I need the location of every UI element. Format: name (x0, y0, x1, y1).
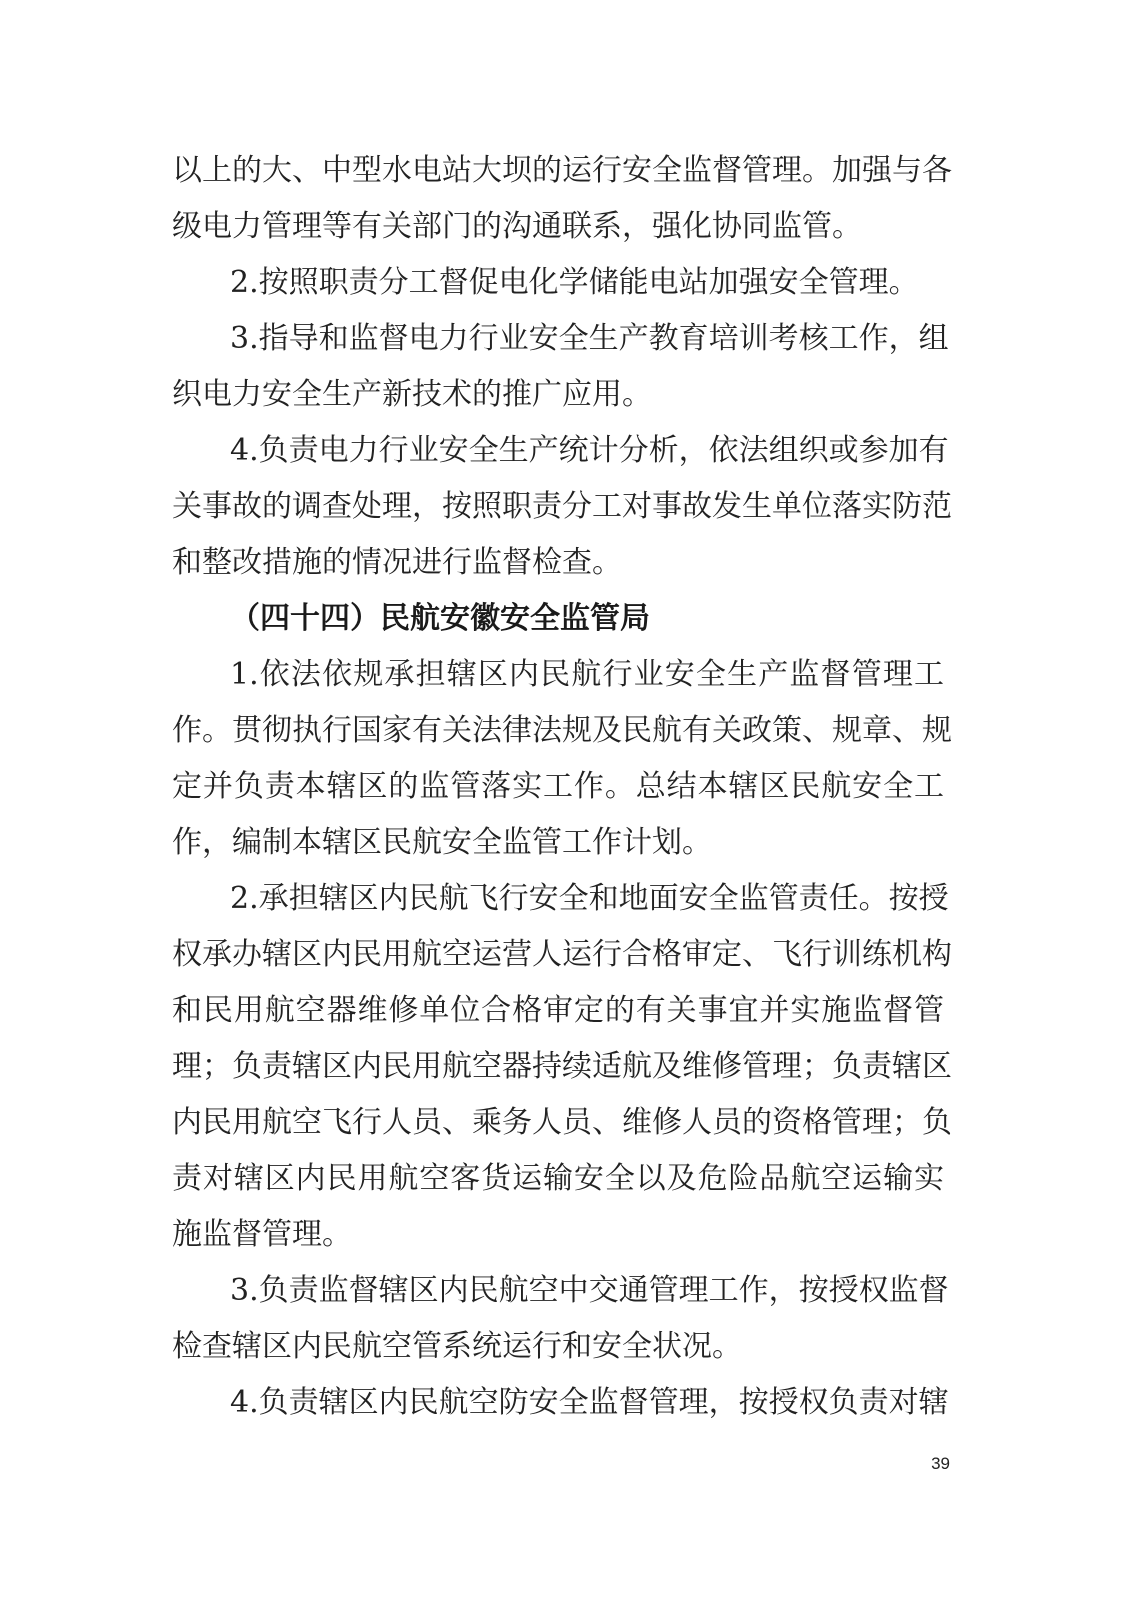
text-line: 理；负责辖区内民用航空器持续适航及维修管理；负责辖区 (172, 1049, 952, 1084)
text-line: 和民用航空器维修单位合格审定的有关事宜并实施监督管 (172, 993, 944, 1028)
text-line: 内民用航空飞行人员、乘务人员、维修人员的资格管理；负 (172, 1105, 952, 1140)
text-line: 以上的大、中型水电站大坝的运行安全监督管理。加强与各 (172, 153, 952, 188)
text-line: 检查辖区内民航空管系统运行和安全状况。 (172, 1329, 742, 1364)
page-number: 39 (931, 1454, 950, 1473)
text-line: 织电力安全生产新技术的推广应用。 (172, 377, 652, 412)
text-line: 关事故的调查处理，按照职责分工对事故发生单位落实防范 (172, 489, 952, 524)
text-line: 3.负责监督辖区内民航空中交通管理工作，按授权监督 (230, 1273, 949, 1308)
section-heading: （四十四）民航安徽安全监管局 (230, 601, 650, 636)
text-line: 责对辖区内民用航空客货运输安全以及危险品航空运输实 (172, 1161, 944, 1196)
text-line: 施监督管理。 (172, 1217, 352, 1252)
text-line: 定并负责本辖区的监管落实工作。总结本辖区民航安全工 (172, 769, 944, 804)
text-line: 3.指导和监督电力行业安全生产教育培训考核工作，组 (230, 321, 949, 356)
text-line: 作，编制本辖区民航安全监管工作计划。 (172, 825, 712, 860)
text-line: 和整改措施的情况进行监督检查。 (172, 545, 622, 580)
text-line: 1.依法依规承担辖区内民航行业安全生产监督管理工 (230, 657, 944, 692)
text-line: 级电力管理等有关部门的沟通联系，强化协同监管。 (172, 209, 862, 244)
text-line: 4.负责辖区内民航空防安全监督管理，按授权负责对辖 (230, 1385, 949, 1420)
text-line: 4.负责电力行业安全生产统计分析，依法组织或参加有 (230, 433, 949, 468)
text-line: 权承办辖区内民用航空运营人运行合格审定、飞行训练机构 (172, 937, 952, 972)
text-line: 2.按照职责分工督促电化学储能电站加强安全管理。 (230, 265, 919, 300)
document-body (172, 143, 952, 1431)
text-line: 作。贯彻执行国家有关法律法规及民航有关政策、规章、规 (172, 713, 952, 748)
text-line: 2.承担辖区内民航飞行安全和地面安全监管责任。按授 (230, 881, 949, 916)
